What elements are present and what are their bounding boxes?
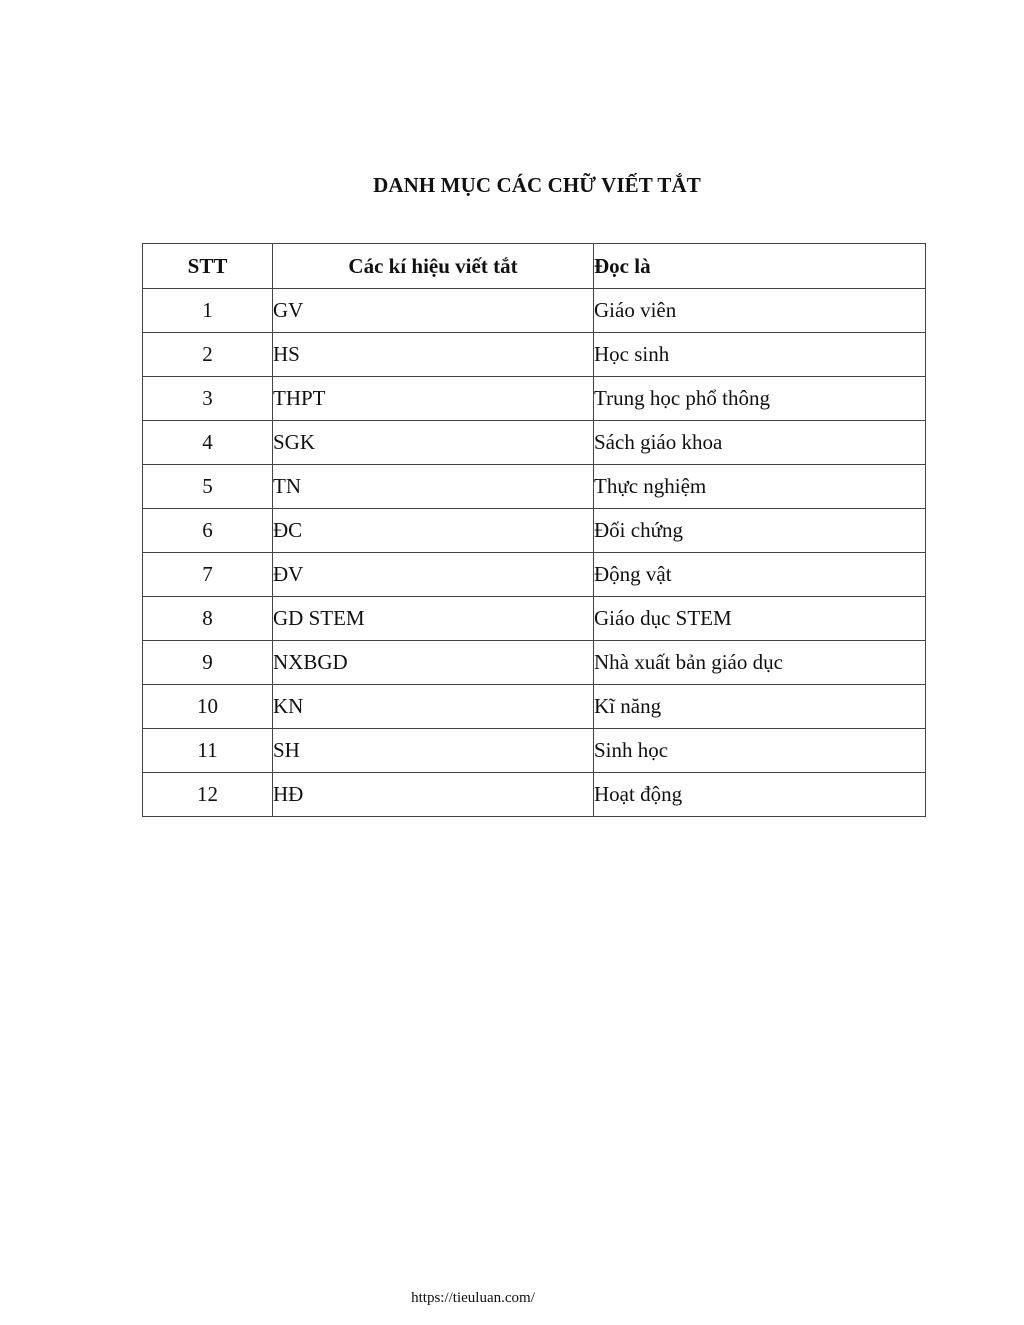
cell-abbreviation: HĐ [273, 773, 594, 817]
table-row [143, 641, 926, 685]
table-row [143, 465, 926, 509]
cell-stt: 3 [143, 377, 273, 421]
table-row [143, 597, 926, 641]
cell-abbreviation: ĐV [273, 553, 594, 597]
cell-reading: Kĩ năng [594, 685, 926, 729]
cell-stt: 8 [143, 597, 273, 641]
cell-stt: 1 [143, 289, 273, 333]
cell-reading: Giáo dục STEM [594, 597, 926, 641]
table-row [143, 377, 926, 421]
cell-abbreviation: SH [273, 729, 594, 773]
cell-stt: 7 [143, 553, 273, 597]
cell-stt: 10 [143, 685, 273, 729]
header-abbreviation: Các kí hiệu viết tắt [273, 244, 594, 289]
cell-reading: Giáo viên [594, 289, 926, 333]
cell-abbreviation: NXBGD [273, 641, 594, 685]
cell-reading: Trung học phổ thông [594, 377, 926, 421]
cell-stt: 9 [143, 641, 273, 685]
cell-reading: Hoạt động [594, 773, 926, 817]
header-reading: Đọc là [594, 244, 926, 289]
table-row [143, 289, 926, 333]
page-title: DANH MỤC CÁC CHỮ VIẾT TẮT [373, 173, 701, 197]
cell-reading: Sinh học [594, 729, 926, 773]
table-row [143, 773, 926, 817]
cell-stt: 2 [143, 333, 273, 377]
cell-reading: Nhà xuất bản giáo dục [594, 641, 926, 685]
cell-abbreviation: SGK [273, 421, 594, 465]
cell-abbreviation: ĐC [273, 509, 594, 553]
table-row [143, 333, 926, 377]
cell-stt: 12 [143, 773, 273, 817]
cell-reading: Đối chứng [594, 509, 926, 553]
cell-stt: 5 [143, 465, 273, 509]
table-row [143, 421, 926, 465]
cell-stt: 4 [143, 421, 273, 465]
table-header-row [143, 244, 926, 289]
header-stt: STT [143, 244, 273, 289]
cell-stt: 11 [143, 729, 273, 773]
cell-abbreviation: THPT [273, 377, 594, 421]
abbreviation-table [142, 243, 926, 817]
cell-abbreviation: TN [273, 465, 594, 509]
cell-abbreviation: KN [273, 685, 594, 729]
table-row [143, 509, 926, 553]
footer-url[interactable]: https://tieuluan.com/ [411, 1290, 535, 1306]
cell-reading: Sách giáo khoa [594, 421, 926, 465]
cell-stt: 6 [143, 509, 273, 553]
cell-reading: Học sinh [594, 333, 926, 377]
cell-reading: Thực nghiệm [594, 465, 926, 509]
table-row [143, 685, 926, 729]
table-row [143, 729, 926, 773]
table-row [143, 553, 926, 597]
cell-abbreviation: GV [273, 289, 594, 333]
cell-abbreviation: HS [273, 333, 594, 377]
cell-abbreviation: GD STEM [273, 597, 594, 641]
cell-reading: Động vật [594, 553, 926, 597]
